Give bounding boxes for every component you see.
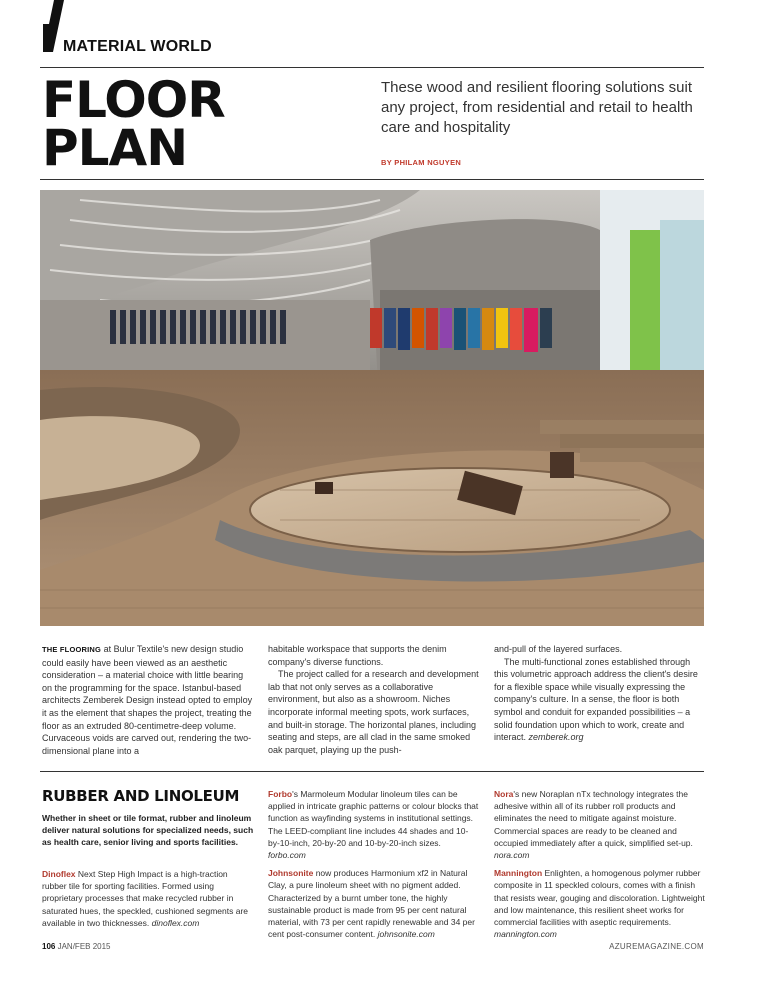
title-rule — [40, 179, 704, 180]
product-text: 's Marmoleum Modular linoleum tiles can be applied in intricate graphic patterns or colour blocks that function as wayfinding systems in institutional settings. The LEED-compliant line includes 44 shades and 10-by-10-inch, 20-by-20 and 10-by-20-inch sizes. — [268, 789, 479, 848]
col3-paragraph-1: and-pull of the layered surfaces. — [494, 644, 623, 654]
col3-url: zemberek.org — [528, 732, 584, 743]
product-text: 's new Noraplan nTx technology integrates the adhesive within all of its rubber roll products and eliminates the need to mitigate against moisture. Commercial spaces are ready to be cleaned and occupied immediately after a quick, simplified set-up. — [494, 789, 693, 848]
col2-paragraph-2: The project called for a research and development lab that not only serves as a collaborative environment, but also as a showroom. Niches incorporate informal meeting spots, work surfaces, and built-in storage. The horizontal planes, including seating and steps, are all clad in the same smoked oak parquet, playing up the push- — [268, 669, 479, 755]
lead-in: THE FLOORING — [42, 645, 102, 654]
product-item — [268, 788, 480, 861]
col1-text: at Bulur Textile's new design studio could easily have been viewed as an aesthetic consideration – a material choice with little bearing on the programming for the space. Istanbul-based architects Zemberek Design instead opted to employ it as the element that shapes the project, treating the floor as an extruded 80-centimetre-deep volume. Curvaceous voids are carved out, rendering the two-dimensional plane into a — [42, 644, 253, 756]
sidebar-heading: RUBBER AND LINOLEUM — [42, 787, 240, 805]
product-text: Next Step High Impact is a high-traction rubber tile for sporting facilities. Formed using proprietary processes that make recycled rubber in saturated hues, the speckled, cushioned segments are available in two thicknesses. — [42, 869, 249, 928]
product-item — [42, 868, 254, 929]
page-footer-left — [42, 942, 111, 951]
product-item — [268, 867, 480, 940]
product-url: dinoflex.com — [151, 917, 200, 928]
product-url: mannington.com — [494, 929, 557, 940]
product-item — [494, 788, 706, 861]
page-title — [42, 71, 225, 177]
col3-text: The multi-functional zones established through this volumetric approach address the client's desire for a flexible space while visually expressing the company's culture. In a sense, the floor is both symbol and conduit for expanded possibilities – a solid foundation upon which to work, create and interact. — [494, 656, 698, 743]
sidebar-intro: Whether in sheet or tile format, rubber and linoleum deliver natural solutions for specialized needs, such as health care, senior living and sports facilities. — [42, 813, 254, 847]
article-deck: These wood and resilient flooring solutions suit any project, from residential and retail to health care and hospitality — [381, 79, 693, 136]
hero-photo — [40, 190, 704, 626]
product-brand: Nora — [494, 789, 514, 799]
page-number: 106 — [42, 942, 56, 951]
issue-date: JAN/FEB 2015 — [57, 942, 111, 951]
product-item — [494, 867, 706, 940]
body-column-2 — [268, 643, 480, 756]
sidebar-rule — [40, 771, 704, 772]
col3-paragraph-2 — [494, 656, 706, 744]
title-line-1: FLOOR — [42, 71, 225, 129]
body-column-1 — [42, 643, 254, 757]
interior-illustration — [40, 190, 704, 626]
product-text: now produces Harmonium xf2 in Natural Clay, a pure linoleum sheet with no pigment added. Characterized by a burnt umber tone, the highly sustainable product is made from 95 per cent natural material, with 73 per cent rapidly renewable and 34 per cent post-consumer content. — [268, 868, 475, 940]
product-brand: Johnsonite — [268, 868, 314, 879]
byline: BY PHILAM NGUYEN — [381, 158, 462, 167]
body-column-3 — [494, 643, 706, 744]
sidebar-column-3 — [494, 788, 706, 946]
sidebar-column-2 — [268, 788, 480, 946]
product-url: forbo.com — [268, 850, 306, 861]
title-line-2: PLAN — [42, 119, 188, 177]
site-url: AZUREMAGAZINE.COM — [609, 942, 704, 951]
product-brand: Dinoflex — [42, 869, 76, 879]
section-slash-icon — [40, 0, 64, 52]
sidebar-column-1 — [42, 868, 254, 935]
col2-paragraph-1: habitable workspace that supports the denim company's diverse functions. — [268, 644, 447, 667]
section-label: MATERIAL WORLD — [63, 38, 212, 55]
product-url: johnsonite.com — [377, 929, 435, 940]
product-brand: Mannington — [494, 868, 543, 879]
product-brand: Forbo — [268, 789, 293, 799]
header-rule — [40, 67, 704, 68]
product-url: nora.com — [494, 850, 530, 861]
product-text: Enlighten, a homogenous polymer rubber composite in 11 speckled colours, comes with a finish that resists wear, gouging and discoloration. Lightweight and low maintenance, this resilient sheet works for commercial facilities with aseptic requirements. — [494, 868, 705, 928]
